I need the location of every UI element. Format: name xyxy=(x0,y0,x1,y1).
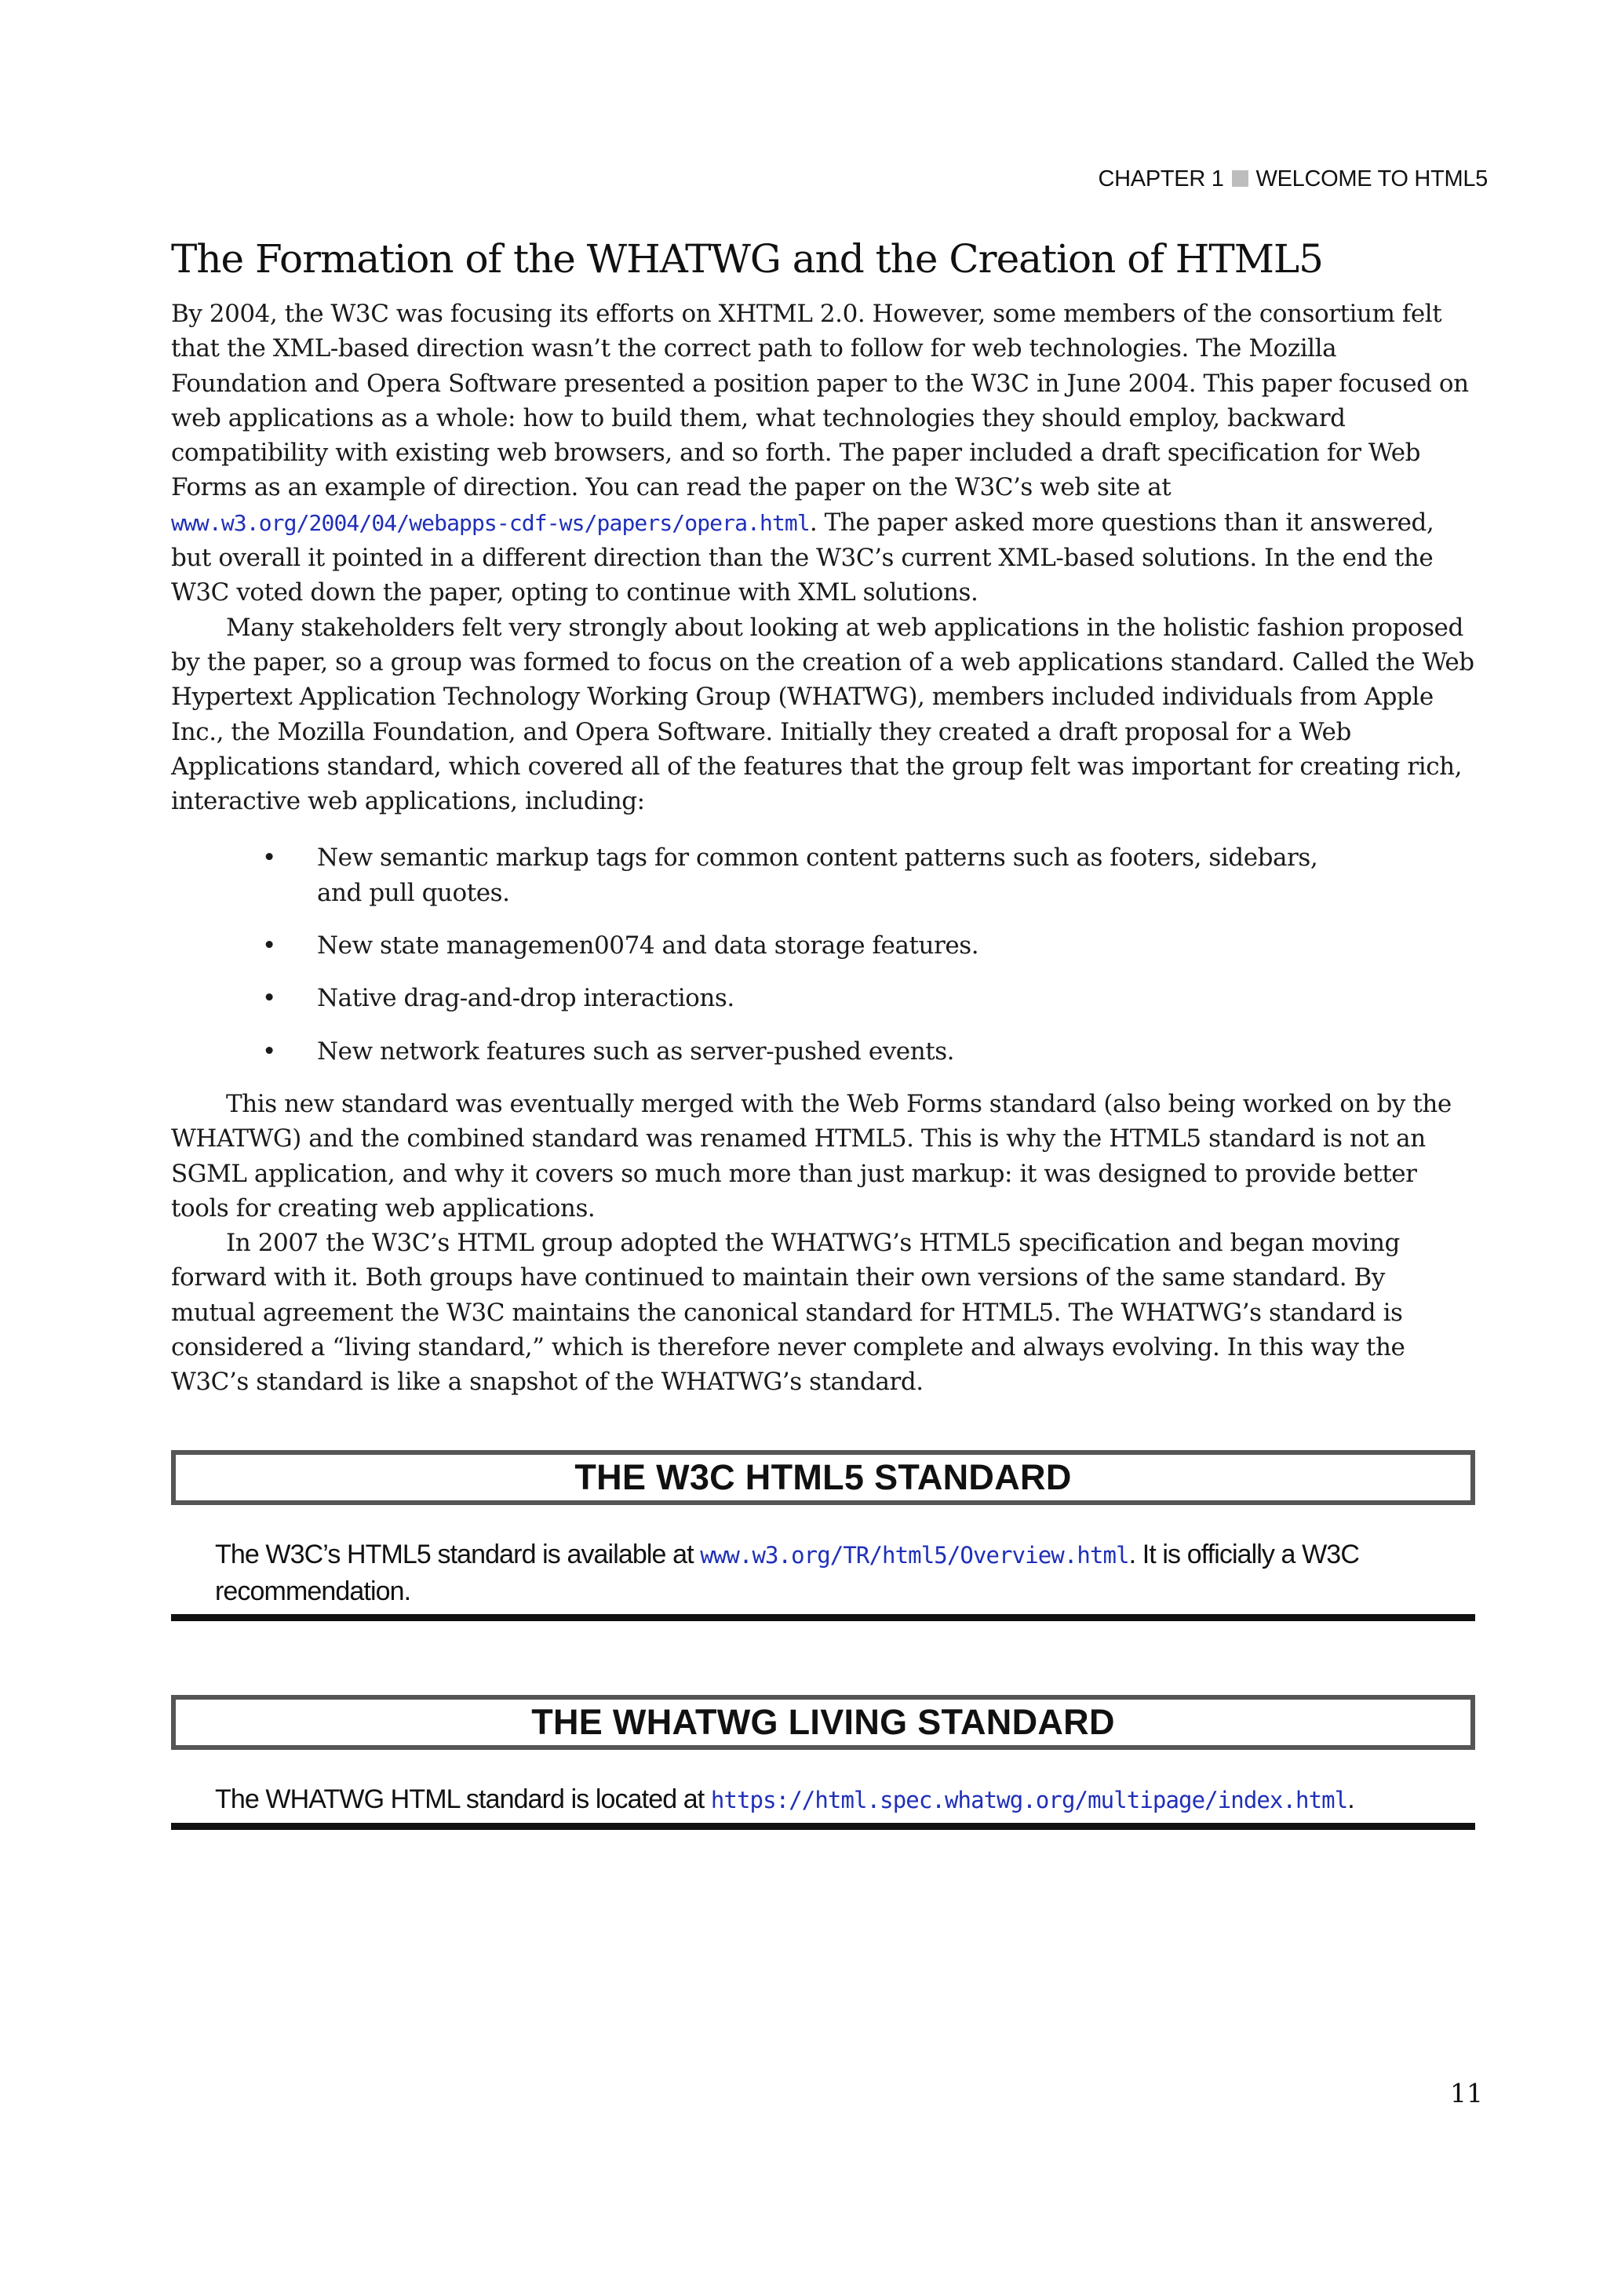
chapter-title: WELCOME TO HTML5 xyxy=(1255,166,1488,191)
w3c-sidebar-text-a: The W3C’s HTML5 standard is available at xyxy=(215,1539,701,1569)
whatwg-standard-sidebar xyxy=(171,1695,1475,1830)
w3c-sidebar-text-b: . It is officially a W3C recommendation. xyxy=(215,1539,1359,1606)
list-item-text: Native drag-and-drop interactions. xyxy=(317,984,734,1013)
paragraph-1-text-a: By 2004, the W3C was focusing its efforts on XHTML 2.0. However, some members of the consortium felt that the XML-based direction wasn’t the correct path to follow for web technologies. The Mozilla Foundation and Opera Software presented a position paper to the W3C in June 2004. This paper focused on web applications as a whole: how to build them, what technologies they should employ, backward compatibility with existing web browsers, and so forth. The paper included a draft specification for Web Forms as an example of direction. You can read the paper on the W3C’s web site at xyxy=(171,300,1469,502)
paragraph-1-text-b: . The paper asked more questions than it answered, but overall it pointed in a different direction than the W3C’s current XML-based solutions. In the end the W3C voted down the paper, opting to continue with XML solutions. xyxy=(171,508,1434,607)
sidebar-bottom-rule xyxy=(171,1614,1475,1621)
bullet-icon: • xyxy=(262,1037,276,1066)
separator-square-icon xyxy=(1232,170,1248,187)
list-item xyxy=(171,1034,1475,1069)
whatwg-sidebar-text-b: . xyxy=(1347,1784,1354,1814)
list-item xyxy=(171,981,1475,1015)
feature-list xyxy=(171,840,1475,1068)
paragraph-1 xyxy=(171,297,1475,610)
w3c-sidebar-body xyxy=(171,1505,1475,1609)
opera-paper-link[interactable]: www.w3.org/2004/04/webapps-cdf-ws/papers/opera.html xyxy=(171,509,810,536)
w3c-standard-sidebar xyxy=(171,1450,1475,1621)
bullet-icon: • xyxy=(262,844,276,873)
whatwg-sidebar-text-a: The WHATWG HTML standard is located at xyxy=(215,1784,711,1814)
main-content xyxy=(171,235,1475,1830)
bullet-icon: • xyxy=(262,931,276,960)
list-item xyxy=(171,840,1475,910)
whatwg-sidebar-title: THE WHATWG LIVING STANDARD xyxy=(171,1695,1475,1750)
w3c-sidebar-title: THE W3C HTML5 STANDARD xyxy=(171,1450,1475,1505)
chapter-label: CHAPTER 1 xyxy=(1098,166,1224,191)
list-item-text: New semantic markup tags for common content patterns such as footers, sidebars, and pull quotes. xyxy=(317,844,1318,907)
bullet-icon: • xyxy=(262,984,276,1013)
whatwg-standard-link[interactable]: https://html.spec.whatwg.org/multipage/index.html xyxy=(710,1786,1348,1813)
list-item xyxy=(171,928,1475,963)
page-number: 11 xyxy=(1450,2078,1483,2108)
list-item-text: New network features such as server-pushed events. xyxy=(317,1037,955,1066)
paragraph-4: In 2007 the W3C’s HTML group adopted the WHATWG’s HTML5 specification and began moving forward with it. Both groups have continued to maintain their own versions of the same standard. By mutual agreement the W3C maintains the canonical standard for HTML5. The WHATWG’s standard is considered a “living standard,” which is therefore never complete and always evolving. In this way the W3C’s standard is like a snapshot of the WHATWG’s standard. xyxy=(171,1229,1405,1397)
list-item-text: New state managemen0074 and data storage features. xyxy=(317,931,979,960)
whatwg-sidebar-body xyxy=(171,1750,1475,1818)
w3c-standard-link[interactable]: www.w3.org/TR/html5/Overview.html xyxy=(700,1541,1129,1569)
paragraph-3: This new standard was eventually merged with the Web Forms standard (also being worked on by the WHATWG) and the combined standard was renamed HTML5. This is why the HTML5 standard is not an SGML application, and why it covers so much more than just markup: it was designed to provide better tools for creating web applications. xyxy=(171,1089,1452,1223)
sidebar-bottom-rule xyxy=(171,1823,1475,1830)
paragraph-2: Many stakeholders felt very strongly about looking at web applications in the holistic fashion proposed by the paper, so a group was formed to focus on the creation of a web applications standard. Called the Web Hypertext Application Technology Working Group (WHATWG), members included individuals from Apple Inc., the Mozilla Foundation, and Opera Software. Initially they created a draft proposal for a Web Applications standard, which covered all of the features that the group felt was important for creating rich, interactive web applications, including: xyxy=(171,613,1474,816)
running-head xyxy=(1098,166,1488,192)
section-title: The Formation of the WHATWG and the Creation of HTML5 xyxy=(171,236,1323,282)
